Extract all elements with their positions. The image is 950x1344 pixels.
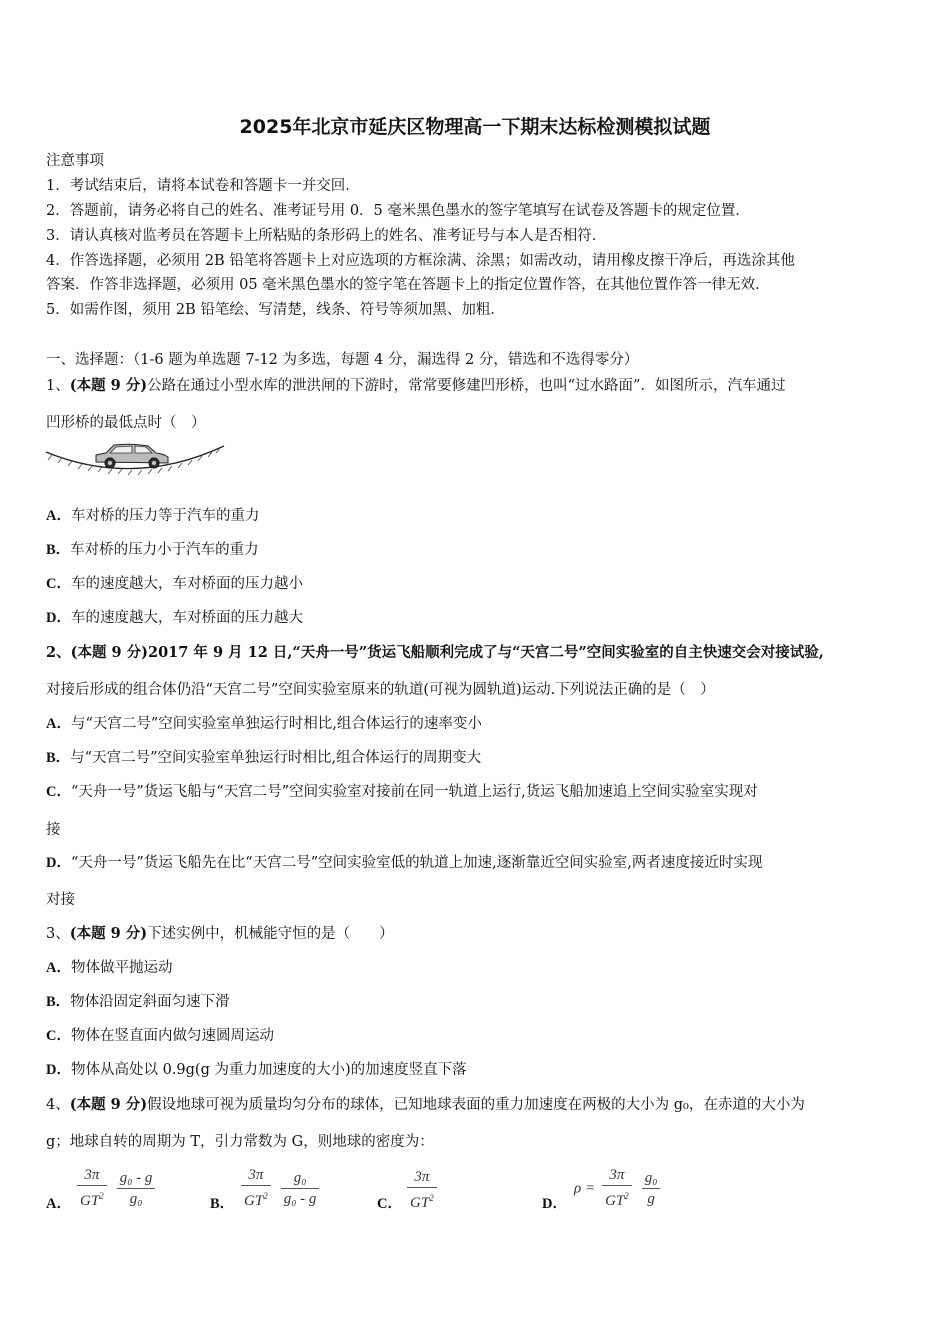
question-text-cont: g；地球自转的周期为 T，引力常数为 G，则地球的密度为： <box>46 1134 434 1150</box>
option-d: D．“天舟一号”货运飞船先在比“天宫二号”空间实验室低的轨道上加速,逐渐靠近空间实验室,两者速度接近时实现 <box>46 855 763 871</box>
option-c: C．车的速度越大，车对桥面的压力越小 <box>46 576 303 592</box>
section-heading: 一、选择题：（1-6 题为单选题 7-12 为多选，每题 4 分，漏选得 2 分，错选和不选得零分） <box>46 352 639 368</box>
question-points: (本题 9 分) <box>69 377 148 394</box>
question-number: 3、 <box>46 926 70 942</box>
option-a: A．物体做平抛运动 <box>46 960 173 976</box>
question-points: (本题 9 分) <box>69 925 148 942</box>
option-b-formula: $\frac{3\pi}{GT^2}$ $\frac{\text{g₀}}{\text{g₀ - g}}$ <box>238 1166 322 1212</box>
question-text-cont: 对接后形成的组合体仍沿“天宫二号”空间实验室原来的轨道(可视为圆轨道)运动.下列说法正确的是（ ） <box>46 682 715 698</box>
option-b: B．与“天宫二号”空间实验室单独运行时相比,组合体运行的周期变大 <box>46 750 482 766</box>
option-d-formula: ρ = $\frac{3\pi}{GT^2}$ $\frac{\text{g₀}}{g}$ <box>574 1166 663 1212</box>
notice-item: 3．请认真核对监考员在答题卡上所粘贴的条形码上的姓名、准考证号与本人是否相符． <box>46 228 607 244</box>
question-1 <box>46 376 785 396</box>
question-number: 4、 <box>46 1097 70 1113</box>
notice-item: 答案．作答非选择题，必须用 05 毫米黑色墨水的签字笔在答题卡上的指定位置作答，在其他位置作答一律无效． <box>46 277 770 293</box>
question-text: 下述实例中，机械能守恒的是（ ） <box>147 926 394 942</box>
option-a: A．与“天宫二号”空间实验室单独运行时相比,组合体运行的速率变小 <box>46 716 482 732</box>
option-b: B．车对桥的压力小于汽车的重力 <box>46 542 259 558</box>
page-title: 2025年北京市延庆区物理高一下期末达标检测模拟试题 <box>239 116 711 138</box>
option-c: C．“天舟一号”货运飞船与“天宫二号”空间实验室对接前在同一轨道上运行,货运飞船加速追上空间实验室实现对 <box>46 784 758 800</box>
question-4 <box>46 1095 805 1115</box>
question-text: 2017 年 9 月 12 日,“天舟一号”货运飞船顺利完成了与“天宫二号”空间实验室的自主快速交会对接试验, <box>148 644 824 661</box>
question-number: 1、 <box>46 378 70 394</box>
option-a-formula: $\frac{3\pi}{GT^2}$ $\frac{\text{g₀ - g}}{\text{g₀}}$ <box>74 1166 158 1212</box>
option-a-letter: A． <box>46 1196 71 1212</box>
question-3 <box>46 924 394 944</box>
question-text-cont: 凹形桥的最低点时（ ） <box>46 415 206 431</box>
question-text: 公路在通过小型水库的泄洪闸的下游时，常常要修建凹形桥，也叫“过水路面”．如图所示，汽车通过 <box>147 378 786 394</box>
question-text: 假设地球可视为质量均匀分布的球体，已知地球表面的重力加速度在两极的大小为 g₀，在赤道的大小为 <box>147 1097 805 1113</box>
notice-item: 5．如需作图，须用 2B 铅笔绘、写清楚，线条、符号等须加黑、加粗． <box>46 302 505 318</box>
option-b: B．物体沿固定斜面匀速下滑 <box>46 994 230 1010</box>
option-c-cont: 接 <box>46 822 61 838</box>
question-points: (本题 9 分) <box>70 644 148 661</box>
option-d-cont: 对接 <box>46 892 75 908</box>
notice-heading: 注意事项 <box>46 153 104 169</box>
option-c-formula: $\frac{3\pi}{GT^2}$ <box>404 1168 440 1214</box>
option-a: A．车对桥的压力等于汽车的重力 <box>46 508 260 524</box>
option-d: D．物体从高处以 0.9g(g 为重力加速度的大小)的加速度竖直下落 <box>46 1062 467 1078</box>
notice-item: 2．答题前，请务必将自己的姓名、准考证号用 0．5 毫米黑色墨水的签字笔填写在试卷及答题卡的规定位置． <box>46 203 750 219</box>
concave-bridge-figure <box>44 436 230 478</box>
option-b-letter: B． <box>210 1196 235 1212</box>
option-d-letter: D． <box>542 1196 567 1212</box>
notice-item: 4．作答选择题，必须用 2B 铅笔将答题卡上对应选项的方框涂满、涂黑；如需改动，请用橡皮擦干净后，再选涂其他 <box>46 253 795 269</box>
question-points: (本题 9 分) <box>69 1096 148 1113</box>
question-number: 2、 <box>46 644 71 661</box>
option-c-letter: C． <box>377 1196 402 1212</box>
notice-item: 1．考试结束后，请将本试卷和答题卡一并交回． <box>46 178 360 194</box>
question-2 <box>46 643 824 663</box>
option-d: D．车的速度越大，车对桥面的压力越大 <box>46 610 303 626</box>
car-icon <box>96 444 168 468</box>
option-c: C．物体在竖直面内做匀速圆周运动 <box>46 1028 274 1044</box>
